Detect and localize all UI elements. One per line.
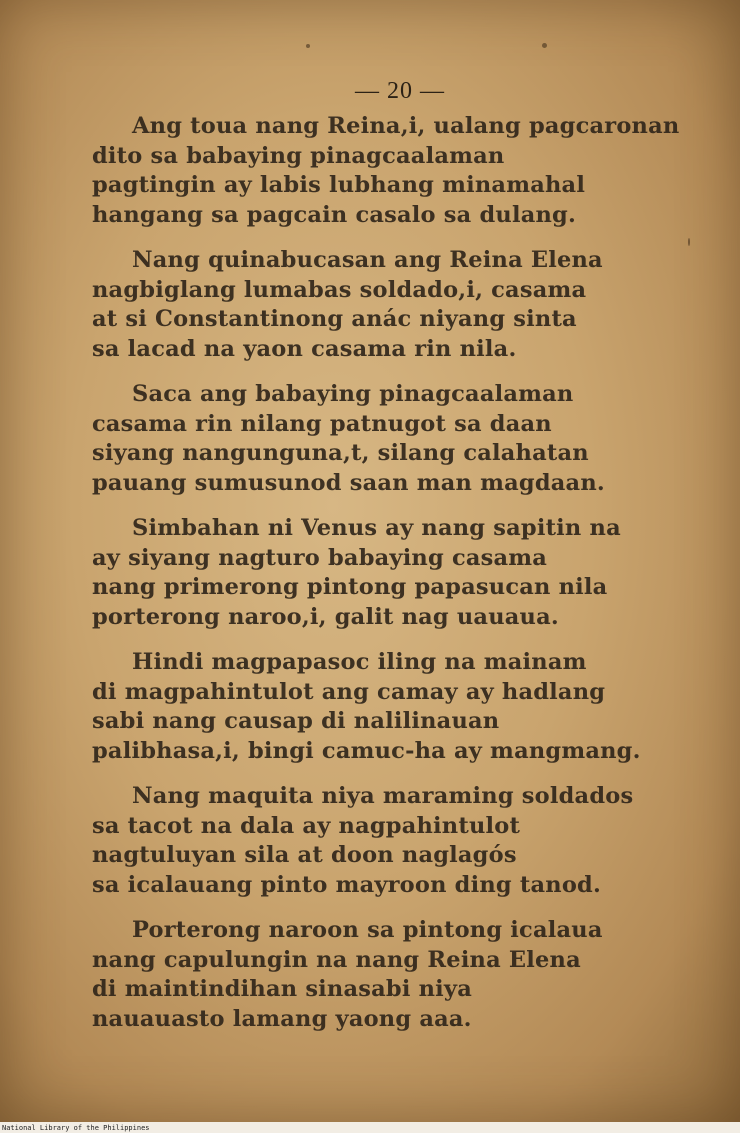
verse-line: pagtingin ay labis lubhang minamahal — [92, 172, 586, 198]
verse-line: sa tacot na dala ay nagpahintulot — [92, 812, 521, 839]
stanza — [92, 648, 692, 766]
verse-line: Porterong naroon sa pintong icalaua — [132, 917, 603, 943]
library-credit: National Library of the Philippines — [2, 1124, 150, 1132]
stanza — [92, 380, 692, 498]
verse-line: nauauasto lamang yaong aaa. — [92, 1005, 472, 1032]
stanza — [92, 112, 692, 230]
verse-line: Simbahan ni Venus ay nang sapitin na — [132, 515, 621, 541]
poem-body — [92, 112, 692, 1050]
stanza — [92, 782, 692, 900]
paper-speck — [306, 44, 310, 48]
verse-line: nang primerong pintong papasucan nila — [92, 574, 608, 600]
verse-line: palibhasa,i, bingi camuc-ha ay mangmang. — [92, 737, 641, 764]
verse-line: nang capulungin na nang Reina Elena — [92, 946, 581, 973]
verse-line: ay siyang nagturo babaying casama — [92, 544, 548, 571]
verse-line: di magpahintulot ang camay ay hadlang — [92, 678, 606, 705]
verse-line: pauang sumusunod saan man magdaan. — [92, 469, 605, 496]
verse-line: sa lacad na yaon casama rin nila. — [92, 335, 517, 362]
verse-line: Ang toua nang Reina,i, ualang pagcaronan — [132, 113, 680, 139]
verse-line: di maintindihan sinasabi niya — [92, 976, 472, 1002]
stanza — [92, 246, 692, 364]
verse-line: Saca ang babaying pinagcaalaman — [132, 381, 574, 407]
verse-line: porterong naroo,i, galit nag uauaua. — [92, 603, 559, 630]
verse-line: Hindi magpapasoc iling na mainam — [132, 649, 587, 675]
paper-speck — [542, 43, 547, 48]
verse-line: Nang maquita niya maraming soldados — [132, 783, 634, 809]
verse-line: siyang nangunguna,t, silang calahatan — [92, 440, 589, 466]
stanza — [92, 514, 692, 632]
verse-line: dito sa babaying pinagcaalaman — [92, 142, 505, 169]
stanza — [92, 916, 692, 1034]
verse-line: nagtuluyan sila at doon naglagós — [92, 842, 517, 868]
verse-line: at si Constantinong anác niyang sinta — [92, 306, 577, 332]
verse-line: sabi nang causap di nalilinauan — [92, 708, 500, 734]
verse-line: casama rin nilang patnugot sa daan — [92, 410, 552, 437]
verse-line: nagbiglang lumabas soldado,i, casama — [92, 276, 587, 303]
verse-line: sa icalauang pinto mayroon ding tanod. — [92, 871, 601, 898]
verse-line: hangang sa pagcain casalo sa dulang. — [92, 201, 577, 228]
verse-line: Nang quinabucasan ang Reina Elena — [132, 247, 603, 273]
page-number: — 20 — — [355, 78, 445, 104]
